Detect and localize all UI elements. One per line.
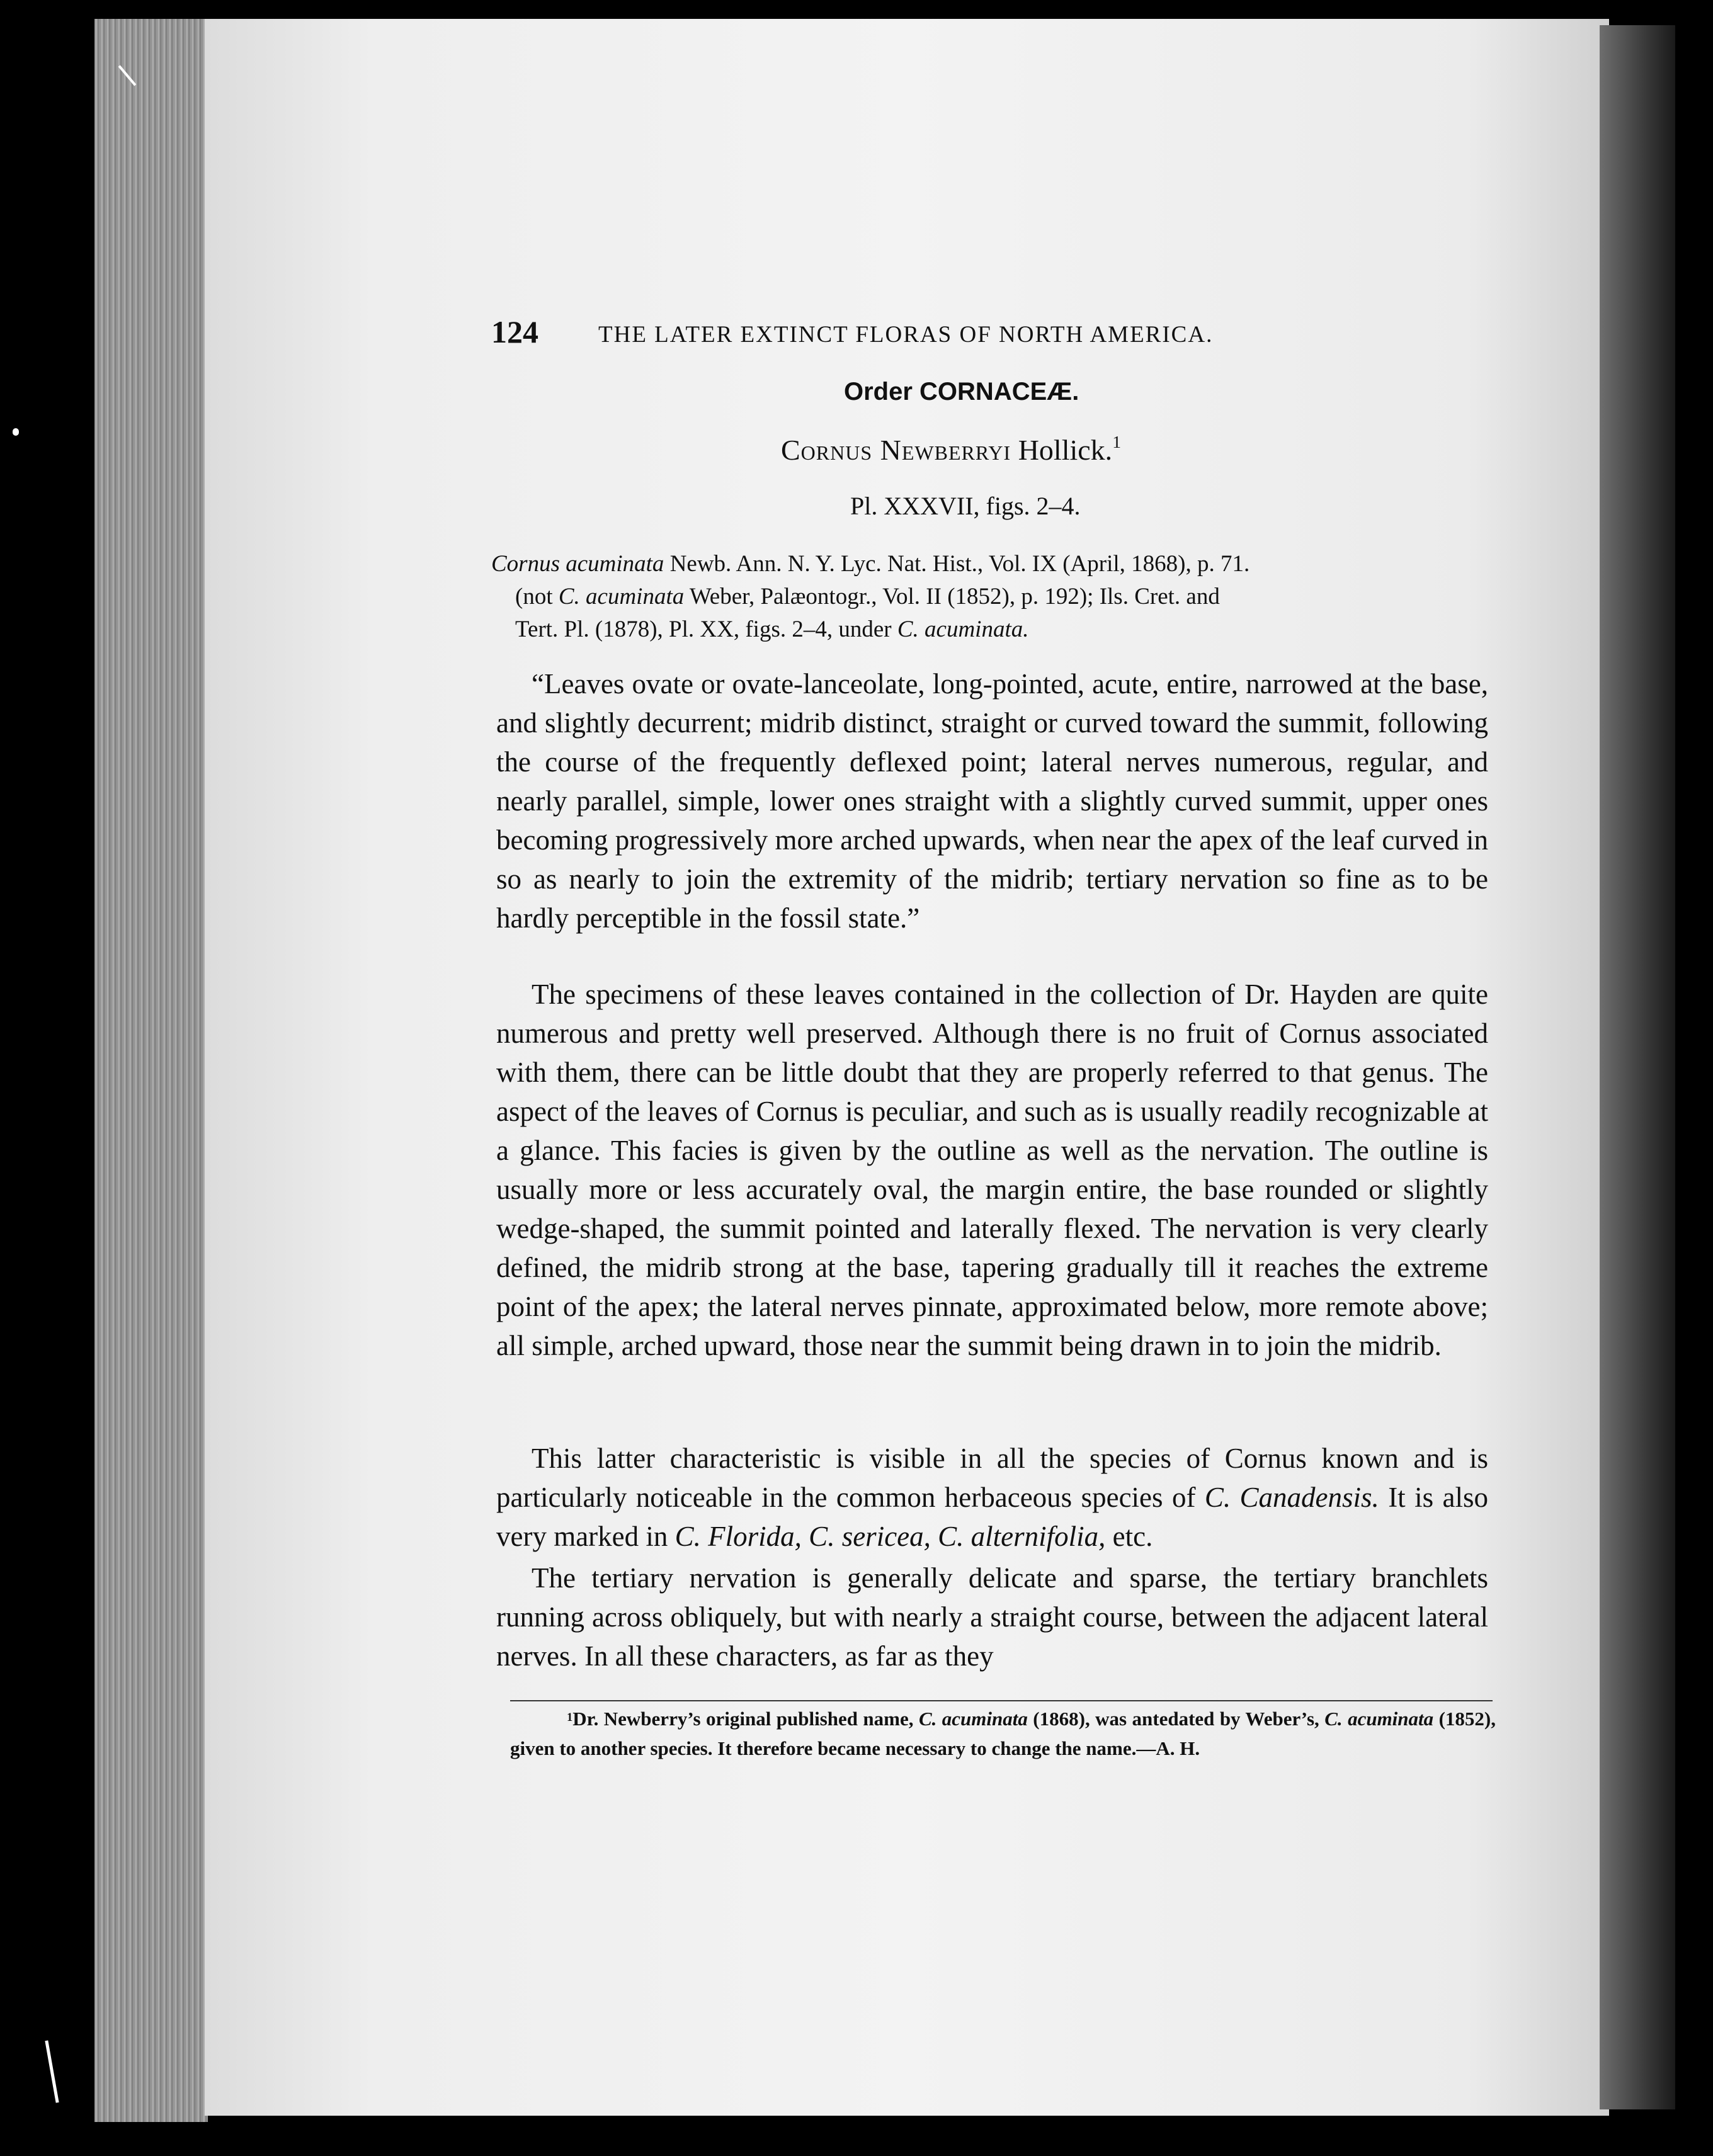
footnote-marker: 1 — [1112, 432, 1121, 451]
synonym-name: C. acuminata. — [897, 616, 1029, 642]
footnote-number: 1 — [567, 1711, 573, 1724]
synonymy-line — [491, 548, 1486, 581]
scan-speck — [13, 428, 19, 436]
page-header — [491, 314, 1367, 364]
paragraph-text: This latter characteristic is visible in all the species of Cornus known and is particularly noticeable in the common herbaceous species of — [496, 1443, 1488, 1513]
synonym-name: Cornus acuminata — [491, 551, 664, 577]
paragraph-text: It is also very marked in — [496, 1482, 1488, 1552]
quoted-description: “Leaves ovate or ovate-lanceolate, long-pointed, acute, entire, narrowed at the base, and slightly decurrent; midrib distinct, straight or curved toward the summit, following the course of the frequently deflexed point; lateral nerves numerous, regular, and nearly parallel, simple, lower ones straight with a slightly curved summit, upper ones becoming progressively more arched upwards, when near the apex of the leaf curved in so as nearly to join the extremity of the midrib; tertiary nervation so fine as to be hardly perceptible in the fossil state.” — [496, 668, 1488, 934]
synonymy-line — [491, 613, 1486, 646]
species-author: Hollick. — [1018, 434, 1113, 466]
synonymy-text: Tert. Pl. (1878), Pl. XX, figs. 2–4, under — [515, 616, 897, 642]
page-number: 124 — [491, 314, 538, 349]
synonymy-text: Weber, Palæontogr., Vol. II (1852), p. 192); Ils. Cret. and — [684, 584, 1220, 610]
species-heading — [781, 433, 1121, 467]
footnote-text: Dr. Newberry’s original published name, — [572, 1708, 919, 1730]
synonymy-text: (not — [515, 584, 559, 610]
body-paragraph: The tertiary nervation is generally delicate and sparse, the tertiary branchlets running across obliquely, but with nearly a straight course, between the adjacent lateral nerves. In all these characters, as far as they — [496, 1562, 1488, 1672]
footnote-species: C. acuminata — [1324, 1708, 1434, 1730]
footnote-rule — [510, 1700, 1493, 1701]
page-gutter-shadow — [1600, 25, 1675, 2109]
footnote-species: C. acuminata — [918, 1708, 1028, 1730]
order-heading: Order CORNACEÆ. — [844, 378, 1079, 406]
species-mention: C. Florida, C. sericea, C. alternifolia, — [674, 1521, 1106, 1552]
paragraph-text: etc. — [1105, 1521, 1153, 1552]
body-paragraph: The specimens of these leaves contained in the collection of Dr. Hayden are quite numerous and pretty well preserved. Although there is no fruit of Cornus associated with them, there can be little doubt that they are properly referred to that genus. The aspect of the leaves of Cornus is peculiar, and such as is usually readily recognizable at a glance. This facies is given by the outline as well as the nervation. The outline is usually more or less accurately oval, the margin entire, the base rounded or slightly wedge-shaped, the summit pointed and laterally flexed. The nervation is very clearly defined, the midrib strong at the base, tapering gradually till it reaches the extreme point of the apex; the lateral nerves pinnate, approximated below, more remote above; all simple, arched upward, those near the summit being drawn in to join the midrib. — [496, 979, 1488, 1361]
book-fore-edge — [94, 19, 208, 2122]
synonymy-text: Newb. Ann. N. Y. Lyc. Nat. Hist., Vol. IX (April, 1868), p. 71. — [664, 551, 1250, 577]
species-name: Cornus Newberryi — [781, 434, 1011, 466]
body-paragraph — [496, 1439, 1488, 1556]
synonym-name: C. acuminata — [558, 584, 685, 610]
footnote — [510, 1704, 1496, 1763]
footnote-text: (1852), given to another species. It therefore became necessary to change the name.—A. H. — [510, 1708, 1496, 1759]
plate-reference: Pl. XXXVII, figs. 2–4. — [850, 492, 1081, 520]
synonymy — [491, 548, 1486, 646]
synonymy-line — [491, 581, 1486, 613]
species-mention: C. Canadensis. — [1204, 1482, 1379, 1513]
running-head: THE LATER EXTINCT FLORAS OF NORTH AMERICA. — [598, 322, 1214, 348]
footnote-text: (1868), was antedated by Weber’s, — [1027, 1708, 1325, 1730]
